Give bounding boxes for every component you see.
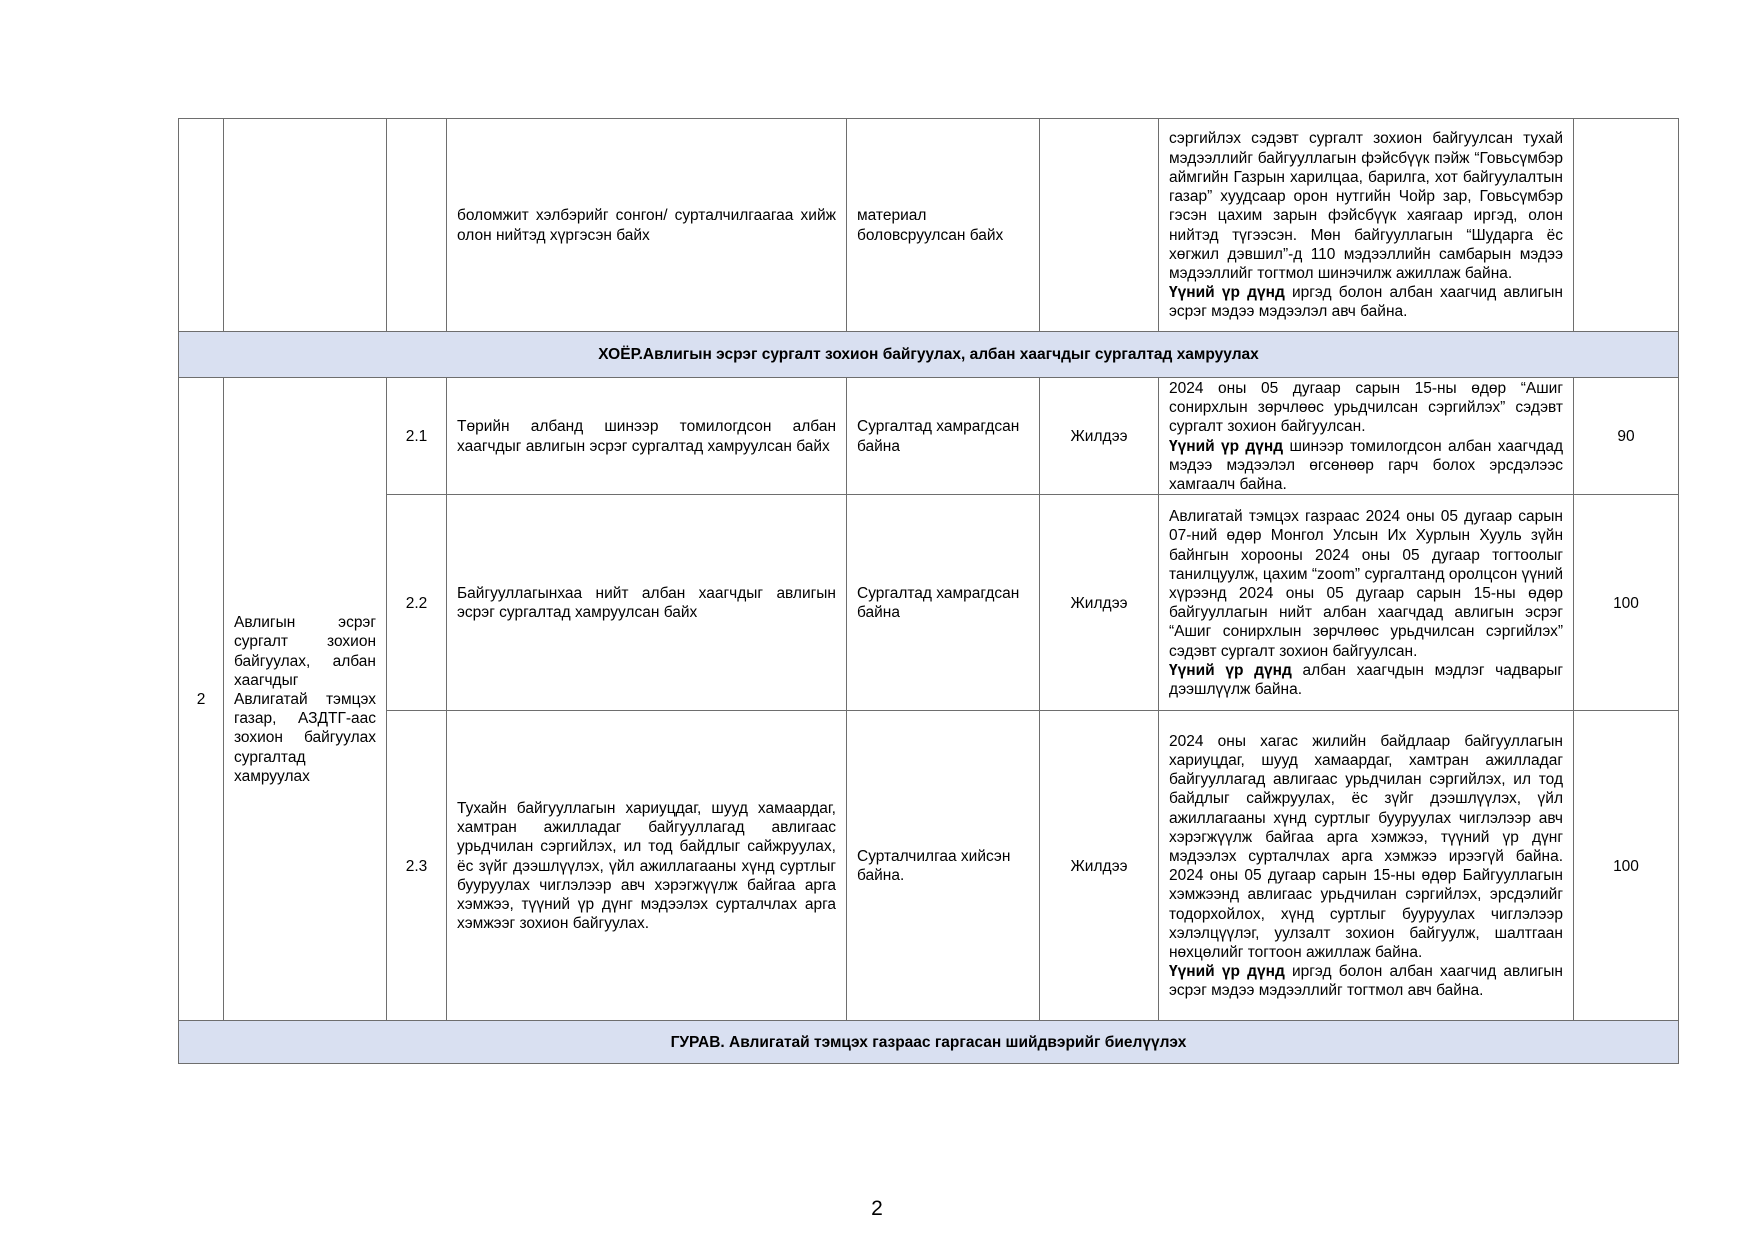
period-cell xyxy=(1040,119,1159,332)
result-text: 2024 оны хагас жилийн байдлаар байгууллагын хариуцдаг, шууд хамаардаг, хамтран ажилладаг байгууллагад авлигаас урьдчилан сэргийлэх, ил тод байдлыг сайжруулах, ёс зүйг дээшлүүлэх, үйл ажиллагааны хүнд суртлыг бууруулах чиглэлээр авч хэрэгжүүлж байгаа арга хэмжээ, түүний үр дүнг мэдээлэх сурталчлах арга хэмжээ ирээгүй байна. 2024 оны 05 дугаар сарын 15-ны өдөр Байгууллагын хэмжээнд авлигаас урьдчилан сэргийлэх, эрсдэлийг тодорхойлох, хүнд суртлыг бууруулах чиглэлээр хэлэлцүүлэг, уулзалт зохион байгуулж, шалтгаан нөхцөлийг тогтоон ажиллаж байна. xyxy=(1169,732,1563,962)
indicator-cell: Сургалтад хамрагдсан байна xyxy=(847,378,1040,495)
page-number: 2 xyxy=(871,1197,883,1220)
section-header-row xyxy=(179,1021,1679,1064)
outcome-label: Үүний үр дүнд xyxy=(1169,284,1285,302)
result-cell xyxy=(1159,119,1574,332)
objective-cell xyxy=(224,119,387,332)
score-cell: 100 xyxy=(1574,711,1679,1021)
result-text: сэргийлэх сэдэвт сургалт зохион байгуулсан тухай мэдээллийг байгууллагын фэйсбүүк пэйж “Говьсүмбэр аймгийн Газрын харилцаа, барилга, хот байгуулалтын газар” хуудсаар орон нутгийн Чойр зар, Говьсүмбэр гэсэн цахим зарын фэйсбүүк хаягаар иргэд, олон нийтэд түгээсэн. Мөн байгууллагын “Шударга ёс хөгжил дэвшил”-д 110 мэдээллийн самбарын мэдээ мэдээллийг тогтмол шинэчилж ажиллаж байна. xyxy=(1169,130,1563,282)
result-cell xyxy=(1159,495,1574,711)
indicator-cell: Сурталчилгаа хийсэн байна. xyxy=(847,711,1040,1021)
action-plan-table xyxy=(178,118,1679,1064)
section-three-title: ГУРАВ. Авлигатай тэмцэх газраас гаргасан шийдвэрийг биелүүлэх xyxy=(179,1021,1679,1064)
code-cell: 2.1 xyxy=(387,378,447,495)
table-row xyxy=(179,119,1679,332)
indicator-cell: материал боловсруулсан байх xyxy=(847,119,1040,332)
result-cell xyxy=(1159,711,1574,1021)
number-cell: 2 xyxy=(179,378,224,1021)
activity-cell: Төрийн албанд шинээр томилогдсон албан хаагчдыг авлигын эсрэг сургалтад хамруулсан байх xyxy=(447,378,847,495)
section-two-title: ХОЁР.Авлигын эсрэг сургалт зохион байгуулах, албан хаагчдыг сургалтад хамруулах xyxy=(179,332,1679,378)
indicator-cell: Сургалтад хамрагдсан байна xyxy=(847,495,1040,711)
table-row xyxy=(179,495,1679,711)
activity-cell: Тухайн байгууллагын хариуцдаг, шууд хамаардаг, хамтран ажилладаг байгууллагад авлигаас урьдчилан сэргийлэх, ил тод байдлыг сайжруулах, ёс зүйг дээшлүүлэх, үйл ажиллагааны хүнд суртлыг бууруулах чиглэлээр авч хэрэгжүүлж байгаа арга хэмжээ, түүний үр дүнг мэдээлэх сурталчлах арга хэмжээг зохион байгуулах. xyxy=(447,711,847,1021)
activity-cell: Байгууллагынхаа нийт албан хаагчдыг авлигын эсрэг сургалтад хамруулсан байх xyxy=(447,495,847,711)
result-text: 2024 оны 05 дугаар сарын 15-ны өдөр “Ашиг сонирхлын зөрчлөөс урьдчилсан сэргийлэх” сэдэвт сургалт зохион байгуулсан. xyxy=(1169,380,1563,436)
outcome-label: Үүний үр дүнд xyxy=(1169,661,1292,679)
number-cell xyxy=(179,119,224,332)
score-cell: 100 xyxy=(1574,495,1679,711)
table-row xyxy=(179,711,1679,1021)
activity-cell: боломжит хэлбэрийг сонгон/ сурталчилгаагаа хийж олон нийтэд хүргэсэн байх xyxy=(447,119,847,332)
period-cell: Жилдээ xyxy=(1040,495,1159,711)
section-header-row xyxy=(179,332,1679,378)
outcome-text: иргэд болон албан хаагчид авлигын эсрэг мэдээ мэдээлэл авч байна. xyxy=(1169,284,1563,321)
outcome-text: албан хаагчдын мэдлэг чадварыг дээшлүүлж байна. xyxy=(1169,661,1564,699)
period-cell: Жилдээ xyxy=(1040,378,1159,495)
outcome-label: Үүний үр дүнд xyxy=(1169,437,1284,455)
objective-cell: Авлигын эсрэг сургалт зохион байгуулах, албан хаагчдыг Авлигатай тэмцэх газар, АЗДТГ-аас зохион байгуулах сургалтад хамруулах xyxy=(224,378,387,1021)
score-cell: 90 xyxy=(1574,378,1679,495)
outcome-label: Үүний үр дүнд xyxy=(1169,963,1285,981)
score-cell xyxy=(1574,119,1679,332)
outcome-text: шинээр томилогдсон албан хаагчдад мэдээ мэдээлэл өгсөнөөр гарч болох эрсдэлээс хамгаалч байна. xyxy=(1169,437,1563,494)
table-row xyxy=(179,378,1679,495)
result-text: Авлигатай тэмцэх газраас 2024 оны 05 дугаар сарын 07-ний өдөр Монгол Улсын Их Хурлын Хууль зүйн байнгын хорооны 2024 оны 05 дугаар тогтоолыг танилцуулж, цахим “zoom” сургалтанд оролцсон үүний хүрээнд 2024 оны 05 дугаар сарын 15-ны өдөр байгууллагын нийт албан хаагчдад авлигын эсрэг “Ашиг сонирхлын зөрчлөөс урьдчилсан сэргийлэх” сэдэвт сургалт зохион байгуулсан. xyxy=(1169,508,1563,660)
code-cell: 2.3 xyxy=(387,711,447,1021)
outcome-text: иргэд болон албан хаагчид авлигын эсрэг мэдээ мэдээллийг тогтмол авч байна. xyxy=(1169,963,1563,1000)
period-cell: Жилдээ xyxy=(1040,711,1159,1021)
code-cell xyxy=(387,119,447,332)
result-cell xyxy=(1159,378,1574,495)
code-cell: 2.2 xyxy=(387,495,447,711)
